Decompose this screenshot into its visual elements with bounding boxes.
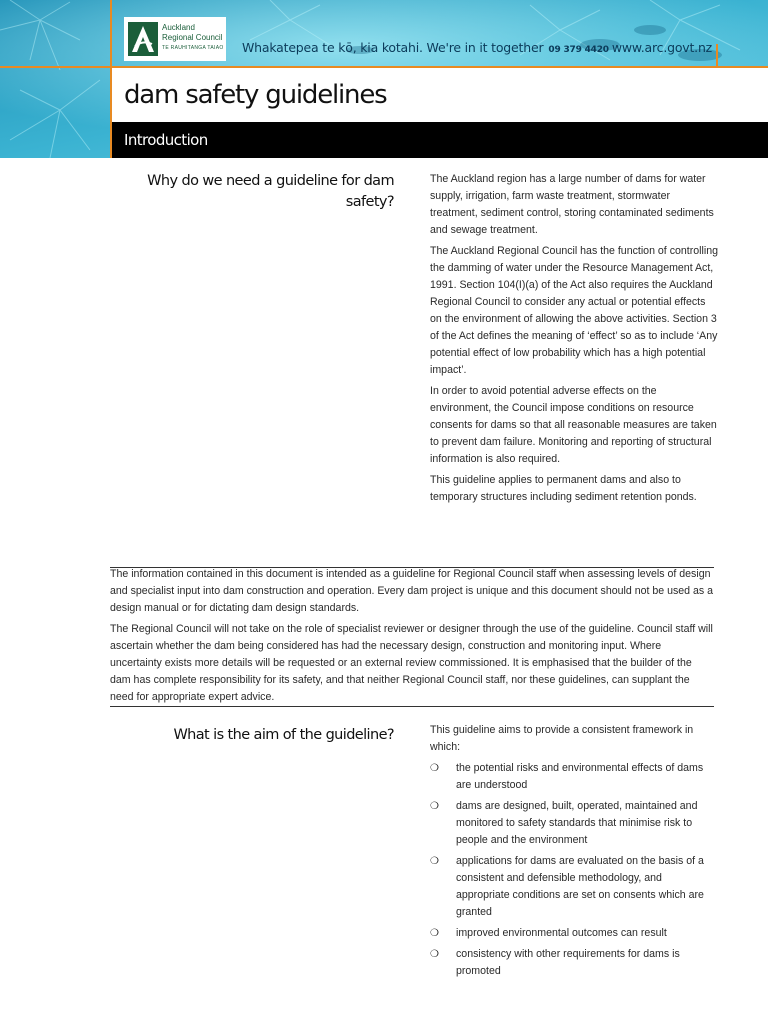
section-body-why xyxy=(430,171,718,510)
disclaimer-paragraph: The information contained in this document is intended as a guideline for Regional Council staff when assessing levels of design and specialist input into dam construction and operation. Every dam project is unique and this document should not be used as a design manual or for dictating dam design standards. xyxy=(110,568,714,614)
paragraph: This guideline aims to provide a consistent framework in which: xyxy=(430,724,694,753)
logo-text-line-2: Regional Council xyxy=(162,33,223,42)
list-item xyxy=(430,946,718,980)
logo-text-line-1: Auckland xyxy=(162,23,195,32)
document-title: dam safety guidelines xyxy=(124,80,387,110)
list-item xyxy=(430,760,718,794)
section-question-why: Why do we need a guideline for dam safety? xyxy=(147,173,394,210)
paragraph: The Auckland Regional Council has the function of controlling the damming of water under the Resource Management Act, 1991. Section 104(I)(a) of the Act also requires the Auckland Regional Council to consider any actual or potential effects on the environment of allowing the above activities. Section 3 of the Act defines the meaning of ‘effect’ so as to include ‘Any potential effect of low probability which has a high potential impact’. xyxy=(430,245,718,376)
header-tagline xyxy=(242,40,712,55)
list-item-text: the potential risks and environmental effects of dams are understood xyxy=(456,762,704,791)
circle-bullet-icon: ❍ xyxy=(430,763,439,774)
section-body-aim xyxy=(430,722,718,984)
paragraph: This guideline applies to permanent dams and also to temporary structures including sediment retention ponds. xyxy=(430,474,697,503)
disclaimer-paragraph: The Regional Council will not take on the role of specialist reviewer or designer through the use of the guideline. Council staff will ascertain whether the dam being considered has had the necessary design, construction and monitoring input. Where uncertainty exists more details will be requested or an external review commissioned. It is emphasised that the builder of the dam has complete responsibility for its safety, and that neither Regional Council staff, nor these guidelines, can supplant the need for appropriate expert advice. xyxy=(110,623,713,703)
disclaimer-block xyxy=(110,566,714,710)
divider-bottom xyxy=(110,706,714,707)
list-item xyxy=(430,798,718,849)
circle-bullet-icon: ❍ xyxy=(430,801,439,812)
auckland-regional-council-logo xyxy=(124,17,226,61)
list-item xyxy=(430,925,718,942)
list-item-text: consistency with other requirements for dams is promoted xyxy=(456,948,680,977)
tagline-text: Whakatepea te kō, kia kotahi. We're in it together xyxy=(242,40,544,55)
circle-bullet-icon: ❍ xyxy=(430,928,439,939)
council-emblem-icon xyxy=(128,22,158,56)
circle-bullet-icon: ❍ xyxy=(430,949,439,960)
logo-text-line-3: TE RAUHITANGA TAIAO xyxy=(162,45,224,51)
title-panel xyxy=(112,68,768,122)
phone-number: 09 379 4420 xyxy=(548,45,609,55)
list-item-text: dams are designed, built, operated, maintained and monitored to safety standards that minimise risk to people and the environment xyxy=(456,800,698,846)
aim-list xyxy=(430,760,718,980)
section-bar xyxy=(112,122,768,158)
website-link[interactable]: www.arc.govt.nz xyxy=(611,40,713,55)
paragraph: The Auckland region has a large number of dams for water supply, irrigation, farm waste treatment, stormwater treatment, sediment control, storing contaminated sediments and sewage treatment. xyxy=(430,173,714,236)
paragraph: In order to avoid potential adverse effects on the environment, the Council impose conditions on resource consents for dams so that all reasonable measures are taken to prevent dam failure. Monitoring and reporting of structural information is also required. xyxy=(430,385,717,465)
list-item-text: improved environmental outcomes can result xyxy=(456,927,667,939)
section-question-aim: What is the aim of the guideline? xyxy=(173,727,394,743)
header-banner xyxy=(0,0,768,158)
list-item xyxy=(430,853,718,921)
section-heading: Introduction xyxy=(124,131,208,149)
list-item-text: applications for dams are evaluated on the basis of a consistent and defensible methodology, and appropriate conditions are set on consents which are granted xyxy=(456,855,704,918)
circle-bullet-icon: ❍ xyxy=(430,856,439,867)
